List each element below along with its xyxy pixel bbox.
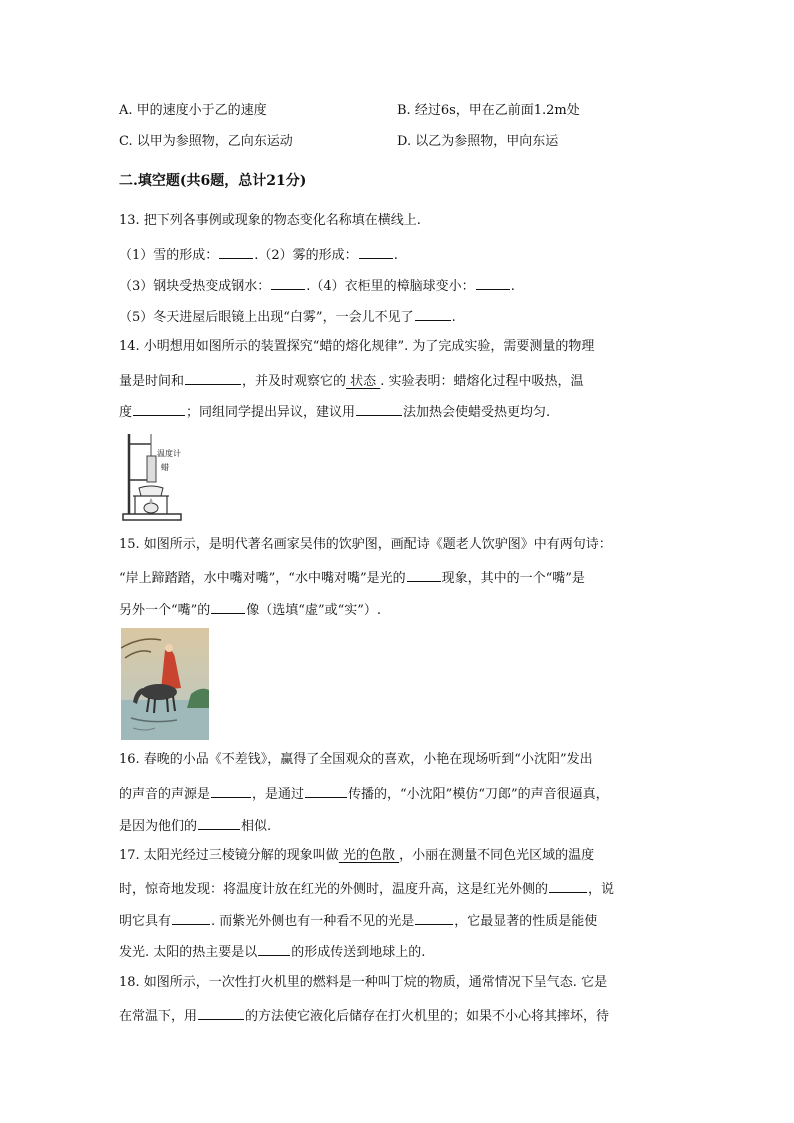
q16-text: ，是通过 [252,787,305,802]
answer-blank[interactable] [198,816,240,830]
option-d: D. 以乙为参照物，甲向东运 [397,134,559,149]
q16-line-1: 16. 春晚的小品《不差钱》，赢得了全国观众的喜欢，小艳在现场听到“小沈阳”发出 [119,752,593,767]
q13-stem: 13. 把下列各事例或现象的物态变化名称填在横线上. [119,213,421,228]
q17-text: 17. 太阳光经过三棱镜分解的现象叫做 [119,848,339,863]
q16-line-3 [119,816,271,836]
answer-blank[interactable] [211,784,251,798]
q16-text: 传播的，“小沈阳”模仿“刀郎”的声音很逼真， [348,787,609,802]
q18-text: 在常温下，用 [119,1009,198,1024]
q17-text: 时，惊奇地发现：将温度计放在红光的外侧时，温度升高，这是红光外侧的 [119,882,549,897]
q14-filled-answer: 状态 [346,374,381,389]
answer-blank[interactable] [185,371,241,385]
q13-item-3: （3）钢块受热变成钢水： [119,279,271,294]
option-c: C. 以甲为参照物，乙向东运动 [119,134,293,149]
q17-text: 的形成传送到地球上的. [291,945,426,960]
q15-line-2 [119,568,585,588]
option-a: A. 甲的速度小于乙的速度 [119,103,267,118]
q17-text: 发光. 太阳的热主要是以 [119,945,258,960]
q14-line-3 [119,402,550,422]
answer-blank[interactable] [407,568,441,582]
q17-text: ，小丽在测量不同色光区域的温度 [399,848,595,863]
q13-dot: . [451,310,456,325]
q15-line-3 [119,600,381,620]
q13-line-1 [119,245,398,265]
answer-blank[interactable] [356,402,402,416]
q17-text: ，说 [588,882,615,897]
q17-filled-answer: 光的色散 [338,848,400,863]
answer-blank[interactable] [198,1006,244,1020]
wax-label: 蜡 [161,463,169,472]
q17-line-1 [119,847,594,865]
q15-text: 像（选填“虚”或“实”）. [246,603,382,618]
option-b: B. 经过6s，甲在乙前面1.2m处 [397,103,580,118]
q13-item-2: .（2）雾的形成： [254,248,358,263]
q17-line-2 [119,879,614,899]
q14-text: ，并及时观察它的 [242,374,347,389]
q18-line-2 [119,1006,609,1026]
answer-blank[interactable] [359,245,393,259]
q13-item-4: .（4）衣柜里的樟脑球变小： [306,279,475,294]
answer-blank[interactable] [271,276,305,290]
q14-text: . 实验表明：蜡熔化过程中吸热，温 [380,374,584,389]
answer-blank[interactable] [415,307,451,321]
q16-line-2 [119,784,609,804]
q17-line-4 [119,942,425,962]
donkey-painting-figure [121,628,209,740]
q18-text: 的方法使它液化后储存在打火机里的；如果不小心将其摔坏，待 [245,1009,610,1024]
q16-text: 是因为他们的 [119,819,198,834]
answer-blank[interactable] [211,600,245,614]
q14-text: 量是时间和 [119,374,185,389]
answer-blank[interactable] [258,942,290,956]
q15-text: 另外一个“嘴”的 [119,603,211,618]
wax-melting-apparatus-figure [121,430,183,523]
q13-line-3 [119,307,456,327]
q13-item-1: （1）雪的形成： [119,248,219,263]
section-heading: 二.填空题(共6题，总计21分) [119,173,307,189]
q14-line-1: 14. 小明想用如图所示的装置探究“蜡的熔化规律”. 为了完成实验，需要测量的物理 [119,339,595,354]
answer-blank[interactable] [415,911,453,925]
q15-text: “岸上蹄踏踏，水中嘴对嘴”，“水中嘴对嘴”是光的 [119,571,406,586]
q16-text: 相似. [241,819,272,834]
q18-line-1: 18. 如图所示，一次性打火机里的燃料是一种叫丁烷的物质，通常情况下呈气态. 它是 [119,975,608,990]
q15-text: 现象，其中的一个“嘴”是 [441,571,585,586]
answer-blank[interactable] [476,276,510,290]
answer-blank[interactable] [549,879,587,893]
q17-line-3 [119,911,597,931]
q13-line-2 [119,276,515,296]
q14-text: 法加热会使蜡受热更均匀. [403,405,551,420]
answer-blank[interactable] [133,402,185,416]
answer-blank[interactable] [219,245,253,259]
q17-text: . 而紫光外侧也有一种看不见的光是 [211,914,415,929]
q16-text: 的声音的声源是 [119,787,211,802]
q14-text: 度 [119,405,133,420]
thermometer-label: 温度计 [157,449,181,458]
answer-blank[interactable] [172,911,210,925]
q14-line-2 [119,371,584,391]
q13-item-5: （5）冬天进屋后眼镜上出现“白雾”，一会儿不见了 [119,310,414,325]
q14-text: ；同组同学提出异议，建议用 [186,405,356,420]
q15-line-1: 15. 如图所示，是明代著名画家吴伟的饮驴图，画配诗《题老人饮驴图》中有两句诗： [119,537,612,552]
answer-blank[interactable] [305,784,347,798]
q17-text: ，它最显著的性质是能使 [454,914,598,929]
q17-text: 明它具有 [119,914,172,929]
q13-dot: . [510,279,515,294]
q13-dot: . [393,248,398,263]
